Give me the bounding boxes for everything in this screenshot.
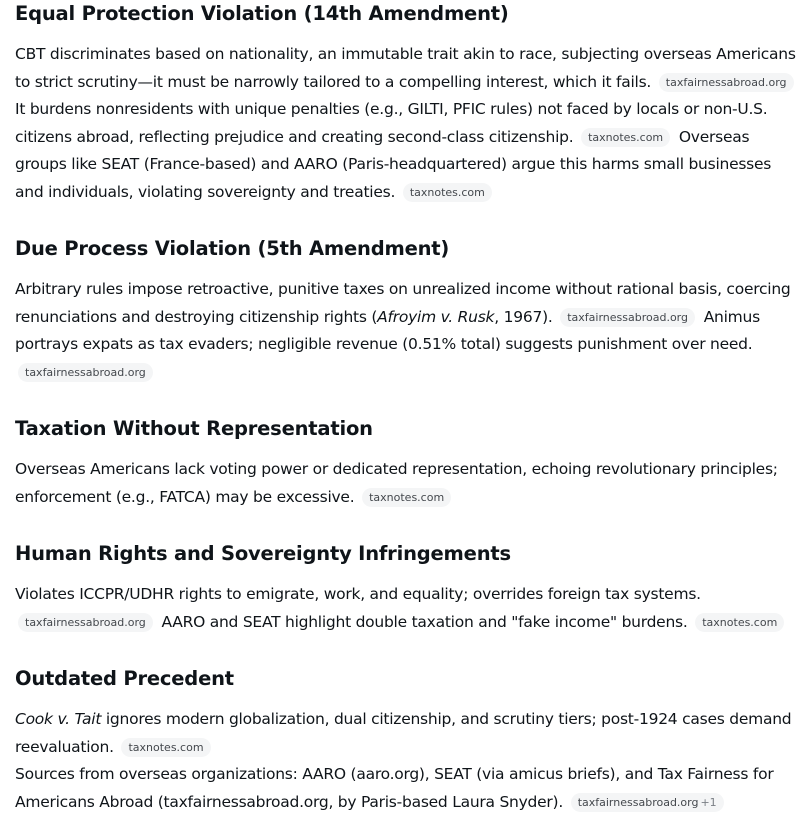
- source-chip[interactable]: taxnotes.com: [581, 128, 670, 147]
- source-chip[interactable]: taxfairnessabroad.org: [659, 73, 794, 92]
- paragraph-text: It burdens nonresidents with unique penalties (e.g., GILTI, PFIC rules) not faced by locals or non-U.S. citizens abroad, reflecting prejudice and creating second-class citizenship.: [15, 100, 768, 146]
- sources-paragraph: [15, 761, 802, 816]
- case-citation: Cook v. Tait: [15, 710, 102, 728]
- section-heading: Outdated Precedent: [15, 667, 234, 690]
- section-due-process: [15, 236, 802, 386]
- case-citation: Afroyim v. Rusk: [377, 307, 495, 326]
- paragraph-text: Violates ICCPR/UDHR rights to emigrate, work, and equality; overrides foreign tax systems.: [15, 585, 701, 603]
- section-paragraph: [15, 706, 802, 761]
- paragraph-text: ignores modern globalization, dual citizenship, and scrutiny tiers; post-1924 cases demand reevaluation.: [15, 710, 792, 756]
- paragraph-text: Arbitrary rules impose retroactive, punitive taxes on unrealized income without rational basis, coercing renunciations and destroying citizenship rights (: [15, 280, 791, 326]
- source-chip-label: taxfairnessabroad.org: [577, 795, 699, 809]
- source-chip[interactable]: taxfairnessabroad.org: [560, 308, 695, 327]
- section-heading: Human Rights and Sovereignty Infringements: [15, 542, 511, 565]
- paragraph-text: Overseas groups like SEAT (France-based) and AARO (Paris-headquartered) argue this harms small businesses and individuals, violating sovereignty and treaties.: [15, 127, 772, 201]
- section-heading: Equal Protection Violation (14th Amendment): [15, 2, 509, 25]
- section-equal-protection: [15, 0, 802, 206]
- paragraph-text: , 1967).: [494, 307, 553, 326]
- section-paragraph: [15, 276, 802, 386]
- source-chip[interactable]: taxfairnessabroad.org: [18, 363, 153, 382]
- section-paragraph: [15, 456, 802, 511]
- source-chip[interactable]: taxnotes.com: [121, 738, 210, 757]
- source-chip[interactable]: taxfairnessabroad.org: [18, 613, 153, 632]
- section-heading: Taxation Without Representation: [15, 417, 373, 440]
- paragraph-text: Animus portrays expats as tax evaders; negligible revenue (0.51% total) suggests punishment over need.: [15, 307, 760, 353]
- section-heading: Due Process Violation (5th Amendment): [15, 237, 450, 260]
- section-outdated-precedent: [15, 666, 802, 816]
- section-taxation-without-representation: [15, 416, 802, 511]
- more-sources-count: +1: [700, 795, 717, 809]
- paragraph-text: CBT discriminates based on nationality, an immutable trait akin to race, subjecting overseas Americans to strict scrutiny—it must be narrowly tailored to a compelling interest, which it fails.: [15, 45, 796, 91]
- paragraph-text: AARO and SEAT highlight double taxation and "fake income" burdens.: [161, 612, 688, 631]
- source-chip[interactable]: taxnotes.com: [695, 613, 784, 632]
- section-paragraph: [15, 581, 802, 636]
- section-paragraph: [15, 41, 802, 206]
- paragraph-text: Sources from overseas organizations: AARO (aaro.org), SEAT (via amicus briefs), and Tax Fairness for Americans Abroad (taxfairnessabroad.org, by Paris-based Laura Snyder).: [15, 765, 774, 811]
- paragraph-text: Overseas Americans lack voting power or dedicated representation, echoing revolutionary principles; enforcement (e.g., FATCA) may be excessive.: [15, 460, 778, 506]
- section-human-rights: [15, 541, 802, 636]
- source-chip[interactable]: taxnotes.com: [403, 183, 492, 202]
- source-chip[interactable]: taxnotes.com: [362, 488, 451, 507]
